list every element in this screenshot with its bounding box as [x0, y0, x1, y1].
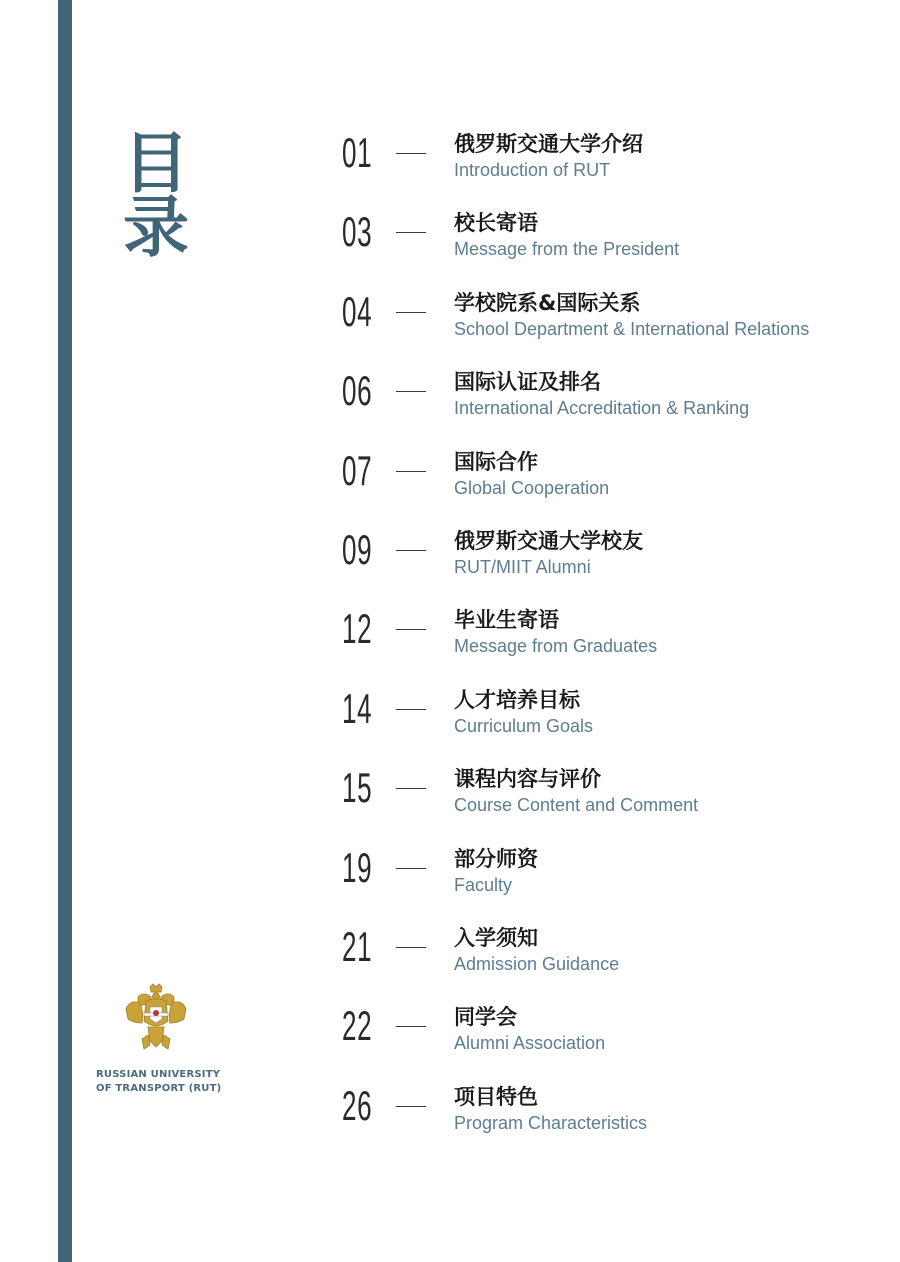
university-name-line-1: RUSSIAN UNIVERSITY	[96, 1069, 221, 1080]
toc-title-chinese: 俄罗斯交通大学介绍	[454, 132, 643, 156]
toc-page-number: 15	[342, 764, 373, 812]
toc-entry[interactable]	[342, 1081, 862, 1145]
toc-page-number: 04	[342, 287, 373, 335]
toc-title-english: Global Cooperation	[454, 477, 610, 498]
toc-page-number: 22	[342, 1002, 373, 1050]
double-headed-eagle-icon	[124, 983, 188, 1055]
toc-entry[interactable]	[342, 208, 862, 271]
toc-title-chinese: 国际合作	[454, 449, 538, 474]
toc-entry[interactable]	[342, 446, 862, 510]
toc-title-english: Faculty	[454, 874, 513, 895]
toc-entry[interactable]	[342, 684, 862, 748]
toc-title-chinese: 毕业生寄语	[454, 608, 559, 633]
toc-page-number: 21	[342, 923, 373, 970]
toc-dash-divider	[396, 788, 426, 789]
toc-dash-divider	[396, 153, 426, 154]
toc-title-english: International Accreditation & Ranking	[454, 398, 750, 419]
toc-title-english: Message from the President	[454, 239, 680, 260]
toc-title-chinese: 学校院系&国际关系	[454, 290, 641, 315]
toc-title-chinese: 俄罗斯交通大学校友	[454, 529, 643, 553]
toc-dash-divider	[396, 1106, 426, 1107]
toc-page-number: 03	[342, 208, 373, 256]
toc-title-english: Curriculum Goals	[454, 715, 594, 736]
toc-page-number: 06	[342, 367, 373, 415]
toc-dash-divider	[396, 312, 426, 313]
toc-title-english: Admission Guidance	[454, 954, 620, 974]
toc-title-chinese: 项目特色	[454, 1084, 538, 1109]
university-name	[96, 1068, 236, 1096]
toc-entry[interactable]	[342, 287, 862, 351]
toc-title-english: RUT/MIIT Alumni	[454, 557, 591, 577]
toc-entry[interactable]	[342, 923, 862, 986]
toc-entry[interactable]	[342, 605, 862, 668]
toc-page-number: 12	[342, 605, 373, 653]
toc-dash-divider	[396, 232, 426, 233]
toc-page-number: 01	[342, 129, 373, 176]
toc-title-chinese: 部分师资	[454, 846, 538, 871]
toc-title-chinese: 入学须知	[454, 926, 538, 950]
title-char-1: 目	[123, 125, 189, 202]
toc-entry[interactable]	[342, 843, 862, 907]
toc-title-english: School Department & International Relations	[454, 318, 810, 339]
toc-page-number: 19	[342, 843, 373, 891]
toc-title-english: Program Characteristics	[454, 1112, 648, 1133]
toc-title-english: Alumni Association	[454, 1033, 606, 1054]
toc-dash-divider	[396, 1026, 426, 1027]
toc-entry[interactable]	[342, 367, 862, 430]
toc-title-chinese: 同学会	[454, 1005, 517, 1030]
toc-entry[interactable]	[342, 764, 862, 827]
toc-title-english: Message from Graduates	[454, 636, 658, 657]
toc-page-number: 09	[342, 526, 373, 573]
toc-dash-divider	[396, 629, 426, 630]
toc-title-chinese: 校长寄语	[454, 211, 538, 236]
toc-dash-divider	[396, 868, 426, 869]
toc-page-number: 26	[342, 1081, 373, 1129]
toc-title-english: Course Content and Comment	[454, 795, 699, 816]
toc-title-chinese: 人才培养目标	[454, 687, 580, 712]
toc-page-number: 07	[342, 446, 373, 494]
toc-entry[interactable]	[342, 1002, 862, 1065]
title-char-2: 录	[123, 189, 189, 266]
toc-dash-divider	[396, 550, 426, 551]
toc-dash-divider	[396, 391, 426, 392]
toc-dash-divider	[396, 471, 426, 472]
toc-title-chinese: 课程内容与评价	[454, 767, 601, 792]
toc-dash-divider	[396, 709, 426, 710]
toc-entry[interactable]	[342, 129, 862, 192]
toc-entry[interactable]	[342, 526, 862, 589]
university-name-line-2: OF TRANSPORT (RUT)	[96, 1083, 222, 1094]
toc-page-number: 14	[342, 684, 373, 732]
toc-title-english: Introduction of RUT	[454, 160, 611, 180]
toc-dash-divider	[396, 947, 426, 948]
toc-title-chinese: 国际认证及排名	[454, 370, 601, 395]
